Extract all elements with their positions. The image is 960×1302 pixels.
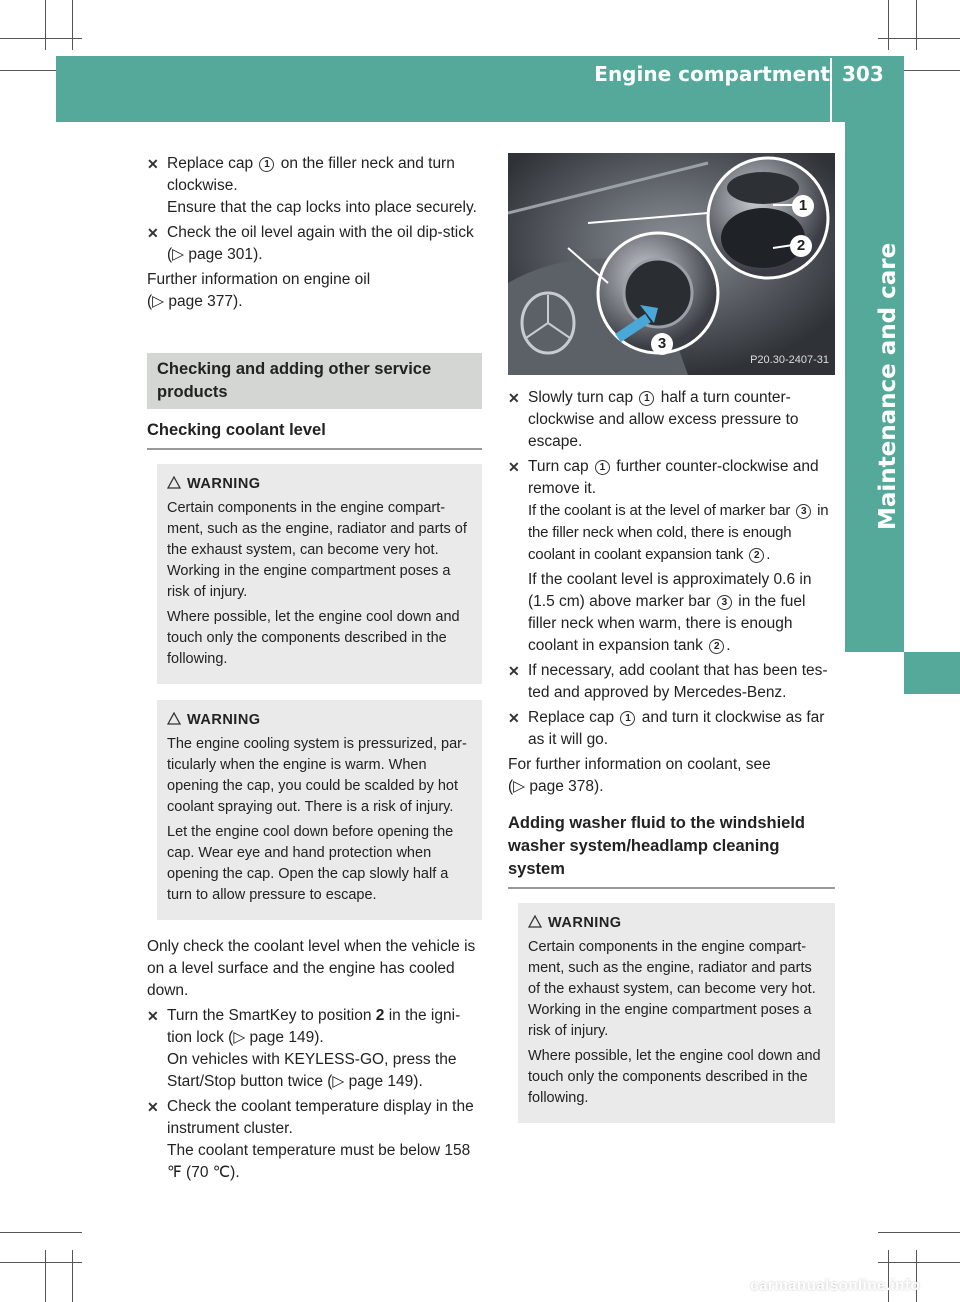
warning-triangle-icon <box>167 712 181 725</box>
crop-mark <box>45 1250 46 1302</box>
warning-header: WARNING <box>167 474 472 495</box>
step-item: ✕ If necessary, add coolant that has been tes-ted and approved by Mercedes-Benz. <box>508 662 828 701</box>
step-detail: On vehicles with KEYLESS-GO, press the Start/Stop button twice (▷ page 149). <box>167 1051 457 1090</box>
subsection-heading: Checking coolant level <box>147 419 482 450</box>
warning-header: WARNING <box>528 913 825 934</box>
photo-code: P20.30-2407-31 <box>750 354 829 366</box>
warning-box <box>157 700 482 920</box>
step-marker-icon: ✕ <box>147 1008 159 1024</box>
crop-mark <box>0 38 82 39</box>
callout-1: 1 <box>792 195 814 217</box>
step-item: ✕ Replace cap 1 and turn it clockwise as far as it will go. <box>508 709 825 748</box>
step-item: ✕ Turn the SmartKey to position 2 in the igni-tion lock (▷ page 149). On vehicles with KEYLESS-GO, press the Start/Stop button twice (▷ page 149). <box>147 1005 482 1093</box>
step-marker-icon: ✕ <box>508 390 520 406</box>
engine-photo <box>508 153 835 375</box>
crop-mark <box>0 1262 82 1263</box>
step-marker-icon: ✕ <box>508 710 520 726</box>
side-tab-label: Maintenance and care <box>875 242 901 530</box>
left-column <box>147 153 482 1187</box>
subsection-heading: Adding washer fluid to the windshield washer system/headlamp cleaning system <box>508 812 835 889</box>
step-marker-icon: ✕ <box>147 225 159 241</box>
crop-mark <box>888 1250 889 1302</box>
step-item: ✕ Slowly turn cap 1 half a turn counter-clockwise and allow excess pressure to escape. <box>508 389 799 450</box>
crop-mark <box>45 0 46 50</box>
paragraph: Further information on engine oil (▷ page 377). <box>147 269 482 313</box>
warning-text: Certain components in the engine compart-ment, such as the engine, radiator and parts of the exhaust system, can become very hot. Working in the engine compartment poses a risk of injury. <box>167 500 467 600</box>
section-heading: Checking and adding other service products <box>147 353 482 409</box>
callout-icon: 1 <box>639 391 654 406</box>
callout-2: 2 <box>790 235 812 257</box>
page-ref-link[interactable]: (▷ page 378). <box>508 778 604 795</box>
step-item: ✕ Replace cap 1 on the filler neck and turn clockwise. Ensure that the cap locks into place securely. <box>147 153 482 219</box>
step-marker-icon: ✕ <box>147 156 159 172</box>
warning-text: Certain components in the engine compart-ment, such as the engine, radiator and parts of the exhaust system, can become very hot. Working in the engine compartment poses a risk of injury. <box>528 939 816 1039</box>
header-divider <box>830 58 832 122</box>
step-marker-icon: ✕ <box>508 459 520 475</box>
crop-mark <box>916 1250 917 1302</box>
warning-triangle-icon <box>167 476 181 489</box>
step-detail: If the coolant is at the level of marker bar 3 in the filler neck when cold, there is enough coolant in coolant expansion tank 2 . <box>528 502 829 563</box>
warning-text: The engine cooling system is pressurized, par-ticularly when the engine is warm. When opening the cap, you could be scalded by hot coolant spraying out. There is a risk of injury. <box>167 736 467 815</box>
crop-mark <box>916 0 917 50</box>
page-ref-link[interactable]: (▷ page 377). <box>147 293 243 310</box>
warning-text: Where possible, let the engine cool down and touch only the components described in the following. <box>528 1048 821 1106</box>
callout-3: 3 <box>651 333 673 355</box>
step-item: ✕ Check the coolant temperature display in the instrument cluster. The coolant temperature must be below 158 ℉ (70 ℃). <box>147 1096 482 1184</box>
crop-mark <box>878 38 960 39</box>
right-column <box>508 153 835 1139</box>
page-ref-link[interactable]: ▷ page 301 <box>172 246 254 263</box>
warning-triangle-icon <box>528 915 542 928</box>
crop-mark <box>878 1262 960 1263</box>
warning-box <box>518 903 835 1123</box>
step-marker-icon: ✕ <box>147 1099 159 1115</box>
crop-mark <box>72 1250 73 1302</box>
crop-mark <box>878 1232 960 1233</box>
footer-watermark: carmanualsonline.info <box>750 1277 920 1294</box>
page-number: 303 <box>842 62 884 86</box>
callout-icon: 1 <box>595 460 610 475</box>
callout-icon: 1 <box>620 711 635 726</box>
warning-box <box>157 464 482 684</box>
step-detail: Ensure that the cap locks into place securely. <box>167 199 477 216</box>
step-marker-icon: ✕ <box>508 663 520 679</box>
callout-icon: 1 <box>259 157 274 172</box>
paragraph: For further information on coolant, see (▷ page 378). <box>508 754 835 798</box>
page-title: Engine compartment <box>594 62 830 86</box>
paragraph: Only check the coolant level when the vehicle is on a level surface and the engine has cooled down. <box>147 938 476 999</box>
warning-header: WARNING <box>167 710 472 731</box>
step-item: ✕ Check the oil level again with the oil dip-stick (▷ page 301). <box>147 224 474 263</box>
side-tab-marker <box>904 652 960 694</box>
step-detail: If the coolant level is approximately 0.6 in (1.5 cm) above marker bar 3 in the fuel filler neck when warm, there is enough coolant in expansion tank 2 . <box>528 571 812 654</box>
step-detail: The coolant temperature must be below 158 ℉ (70 ℃). <box>167 1142 471 1181</box>
warning-text: Let the engine cool down before opening the cap. Wear eye and hand protection when opening the cap. Open the cap slowly half a turn to allow pressure to escape. <box>167 824 454 903</box>
crop-mark <box>72 0 73 50</box>
crop-mark <box>0 1232 82 1233</box>
crop-mark <box>888 0 889 50</box>
step-item: ✕ Turn cap 1 further counter-clockwise and remove it. If the coolant is at the level of marker bar 3 in the filler neck when cold, there is enough coolant in coolant expansion tank 2 . If the coolant level is approximately 0.6 in (1.5 cm) above marker bar 3 in the fuel filler neck when warm, there is enough coolant in expansion tank 2 . <box>508 456 835 657</box>
warning-text: Where possible, let the engine cool down and touch only the components described in the following. <box>167 609 460 667</box>
